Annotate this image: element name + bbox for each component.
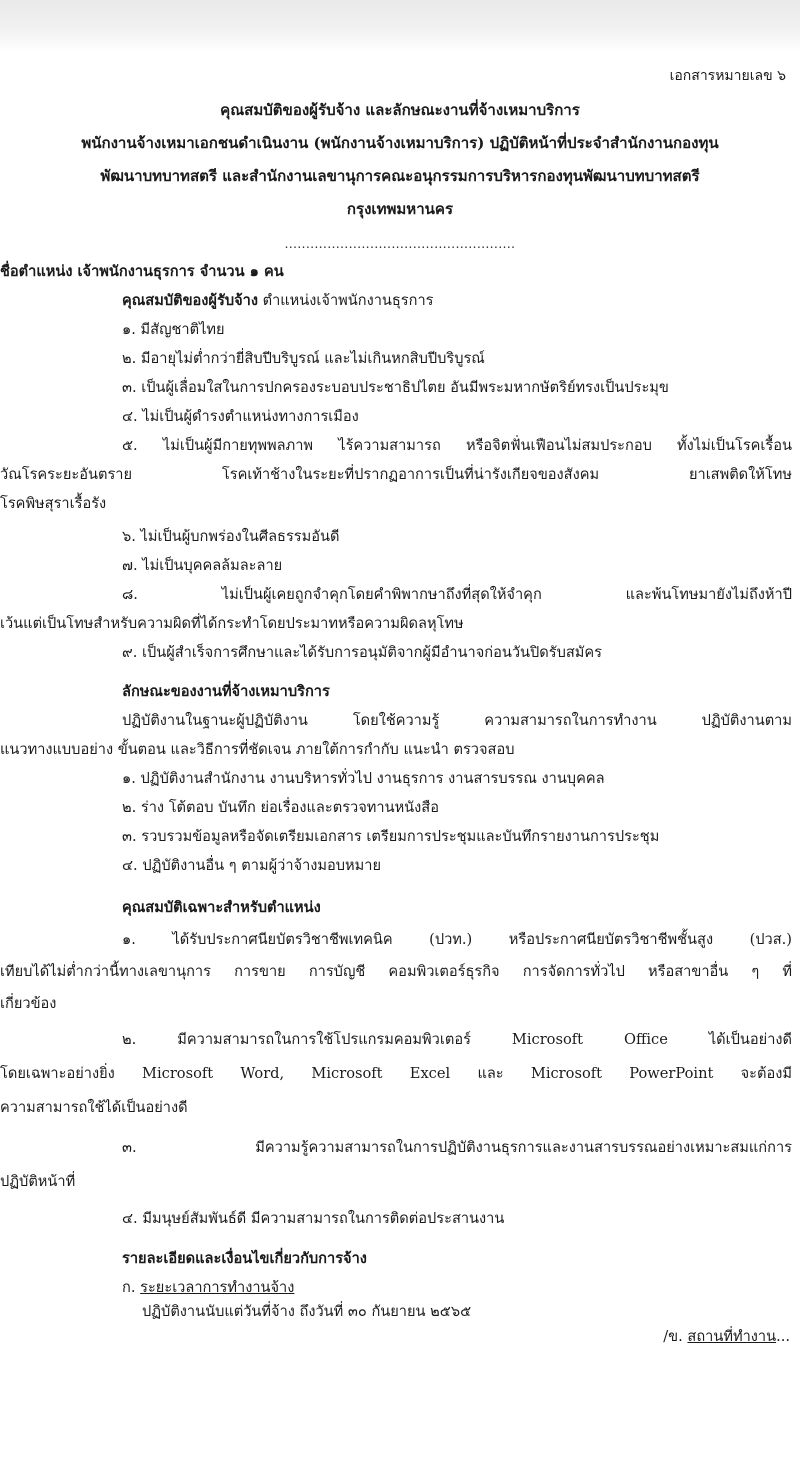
heading-suffix: ตำแหน่งเจ้าพนักงานธุรการ <box>257 292 434 309</box>
job-nature-intro: ปฏิบัติงานในฐานะผู้ปฏิบัติงาน โดยใช้ความรู้ ความสามารถในการทำงาน ปฏิบัติงานตาม <box>122 712 792 729</box>
list-item: ๑. มีสัญชาติไทย <box>122 321 225 338</box>
heading-text: คุณสมบัติของผู้รับจ้าง <box>122 292 258 309</box>
list-item: ๔. ไม่เป็นผู้ดำรงตำแหน่งทางการเมือง <box>122 408 359 425</box>
position-title: ชื่อตำแหน่ง เจ้าพนักงานธุรการ จำนวน ๑ คน <box>0 263 284 280</box>
list-item-continuation: โดยเฉพาะอย่างยิ่ง Microsoft Word, Microsoft Excel และ Microsoft PowerPoint จะต้องมี <box>0 1065 792 1082</box>
list-item-continuation: ปฏิบัติหน้าที่ <box>0 1173 76 1190</box>
list-item: ๗. ไม่เป็นบุคคลล้มละลาย <box>122 557 283 574</box>
list-item: ๓. มีความรู้ความสามารถในการปฏิบัติงานธุรการและงานสารบรรณอย่างเหมาะสมแก่การ <box>122 1139 792 1156</box>
list-item-continuation: เว้นแต่เป็นโทษสำหรับความผิดที่ได้กระทำโดยประมาทหรือความผิดลหุโทษ <box>0 615 464 632</box>
title-line-1: คุณสมบัติของผู้รับจ้าง และลักษณะงานที่จ้างเหมาบริการ <box>220 101 580 119</box>
list-item: ๑. ได้รับประกาศนียบัตรวิชาชีพเทคนิค (ปวท.) หรือประกาศนียบัตรวิชาชีพชั้นสูง (ปวส.) <box>122 931 792 948</box>
document-number: เอกสารหมายเลข ๖ <box>669 68 786 84</box>
employment-terms-sub-a-text: ปฏิบัติงานนับแต่วันที่จ้าง ถึงวันที่ ๓๐ กันยายน ๒๕๖๕ <box>142 1303 472 1320</box>
separator: ...................................................... <box>284 237 516 251</box>
contractor-qualifications-heading <box>122 291 434 311</box>
footer-suffix: ... <box>776 1328 790 1345</box>
list-item-continuation: เกี่ยวข้อง <box>0 995 57 1012</box>
list-item-continuation: วัณโรคระยะอันตราย โรคเท้าช้างในระยะที่ปรากฏอาการเป็นที่น่ารังเกียจของสังคม ยาเสพติดให้โทษ <box>0 466 792 483</box>
list-item: ๓. รวบรวมข้อมูลหรือจัดเตรียมเอกสาร เตรียมการประชุมและบันทึกรายงานการประชุม <box>122 828 660 845</box>
list-item: ๘. ไม่เป็นผู้เคยถูกจำคุกโดยคำพิพากษาถึงที่สุดให้จำคุก และพ้นโทษมายังไม่ถึงห้าปี <box>122 586 792 603</box>
title-line-4: กรุงเทพมหานคร <box>346 200 454 218</box>
specific-qualifications-heading: คุณสมบัติเฉพาะสำหรับตำแหน่ง <box>122 899 321 916</box>
list-item: ๔. ปฏิบัติงานอื่น ๆ ตามผู้ว่าจ้างมอบหมาย <box>122 857 382 874</box>
footer-label: สถานที่ทำงาน <box>687 1328 777 1345</box>
title-line-2: พนักงานจ้างเหมาเอกชนดำเนินงาน (พนักงานจ้างเหมาบริการ) ปฏิบัติหน้าที่ประจำสำนักงานกองทุน <box>81 134 719 152</box>
list-item-continuation: โรคพิษสุราเรื้อรัง <box>0 495 107 512</box>
continuation-footer <box>663 1327 790 1347</box>
list-item: ๖. ไม่เป็นผู้บกพร่องในศีลธรรมอันดี <box>122 528 340 545</box>
list-item-continuation: เทียบได้ไม่ต่ำกว่านี้ทางเลขานุการ การขาย การบัญชี คอมพิวเตอร์ธุรกิจ การจัดการทั่วไป หรือสาขาอื่น ๆ ที่ <box>0 963 792 980</box>
employment-terms-heading: รายละเอียดและเงื่อนไขเกี่ยวกับการจ้าง <box>122 1250 367 1267</box>
sub-a-label: ระยะเวลาการทำงานจ้าง <box>140 1279 295 1296</box>
footer-prefix: /ข. <box>663 1328 688 1345</box>
list-item-continuation: ความสามารถใช้ได้เป็นอย่างดี <box>0 1099 188 1116</box>
list-item: ๒. มีอายุไม่ต่ำกว่ายี่สิบปีบริบูรณ์ และไม่เกินหกสิบปีบริบูรณ์ <box>122 350 485 367</box>
list-item: ๕. ไม่เป็นผู้มีกายทุพพลภาพ ไร้ความสามารถ หรือจิตฟั่นเฟือนไม่สมประกอบ ทั้งไม่เป็นโรคเรื้อน <box>122 437 792 454</box>
sub-a-prefix: ก. <box>122 1279 141 1296</box>
list-item: ๑. ปฏิบัติงานสำนักงาน งานบริหารทั่วไป งานธุรการ งานสารบรรณ งานบุคคล <box>122 770 605 787</box>
list-item: ๔. มีมนุษย์สัมพันธ์ดี มีความสามารถในการติดต่อประสานงาน <box>122 1210 505 1227</box>
employment-terms-sub-a <box>122 1278 294 1298</box>
list-item: ๙. เป็นผู้สำเร็จการศึกษาและได้รับการอนุมัติจากผู้มีอำนาจก่อนวันปิดรับสมัคร <box>122 644 602 661</box>
job-nature-heading: ลักษณะของงานที่จ้างเหมาบริการ <box>122 683 330 700</box>
list-item: ๒. มีความสามารถในการใช้โปรแกรมคอมพิวเตอร์ Microsoft Office ได้เป็นอย่างดี <box>122 1031 792 1048</box>
list-item: ๓. เป็นผู้เลื่อมใสในการปกครองระบอบประชาธิปไตย อันมีพระมหากษัตริย์ทรงเป็นประมุข <box>122 379 669 396</box>
title-line-3: พัฒนาบทบาทสตรี และสำนักงานเลขานุการคณะอนุกรรมการบริหารกองทุนพัฒนาบทบาทสตรี <box>100 167 700 185</box>
list-item: ๒. ร่าง โต้ตอบ บันทึก ย่อเรื่องและตรวจทานหนังสือ <box>122 799 439 816</box>
job-nature-intro-continuation: แนวทางแบบอย่าง ขั้นตอน และวิธีการที่ชัดเจน ภายใต้การกำกับ แนะนำ ตรวจสอบ <box>0 741 515 758</box>
